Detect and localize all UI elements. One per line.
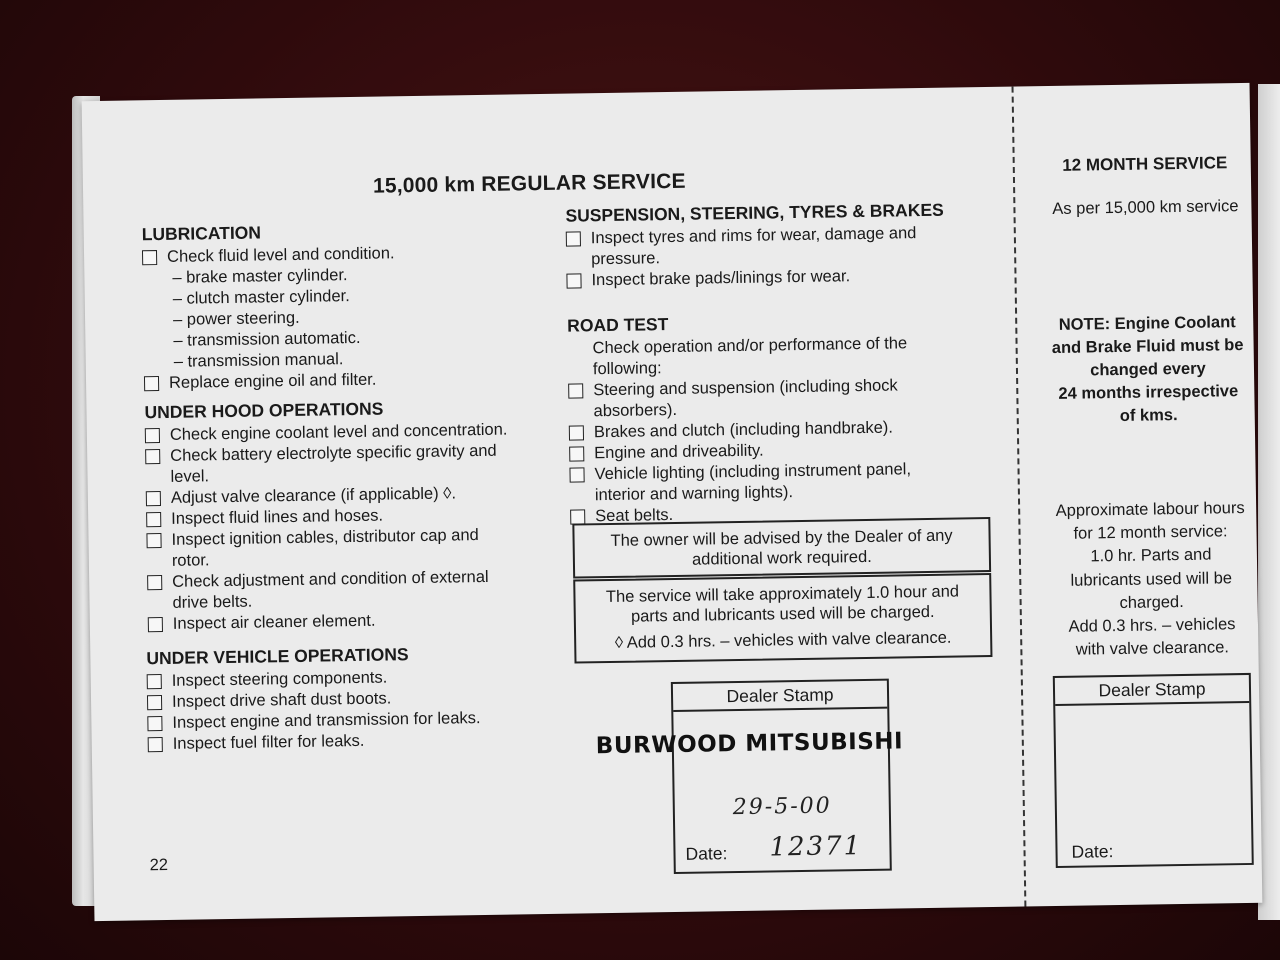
checklist-item-text: Replace engine oil and filter. xyxy=(168,370,377,392)
checklist-item-text: Vehicle lighting (including instrument panel, xyxy=(594,460,912,484)
checkbox[interactable] xyxy=(570,509,585,524)
note-line: of kms. xyxy=(1119,406,1178,425)
checkbox[interactable] xyxy=(146,512,161,527)
labour-line: with valve clearance. xyxy=(1075,638,1230,659)
note-line: changed every xyxy=(1090,359,1206,380)
lubrication-heading: LUBRICATION xyxy=(141,222,262,245)
page-title: 15,000 km REGULAR SERVICE xyxy=(372,169,686,198)
dealer-stamp-label: Dealer Stamp xyxy=(673,681,887,712)
checklist-item-text: Engine and driveability. xyxy=(594,441,764,463)
twelve-month-date-label: Date: xyxy=(1071,841,1114,862)
twelve-month-dealer-stamp-box xyxy=(1053,673,1254,868)
checklist-item-text: Inspect brake pads/linings for wear. xyxy=(591,267,851,290)
twelve-month-as-per: As per 15,000 km service xyxy=(1052,197,1239,218)
checkbox[interactable] xyxy=(568,383,583,398)
under-hood-heading: UNDER HOOD OPERATIONS xyxy=(144,398,384,423)
checkbox[interactable] xyxy=(145,428,160,443)
checkbox[interactable] xyxy=(144,376,159,391)
dashed-cut-line xyxy=(1012,87,1027,907)
owner-notice-line: The owner will be advised by the Dealer of any xyxy=(610,526,953,550)
labour-line: Approximate labour hours xyxy=(1055,499,1245,520)
checklist-item-text: Inspect engine and transmission for leaks. xyxy=(172,709,481,732)
labour-line: for 12 month service: xyxy=(1073,522,1228,543)
sub-item: – transmission manual. xyxy=(173,350,344,371)
checklist-item-text: Check fluid level and condition. xyxy=(166,244,395,266)
checklist-item-continued: level. xyxy=(170,467,210,486)
checklist-item-text: Steering and suspension (including shock xyxy=(593,376,898,400)
checkbox[interactable] xyxy=(569,425,584,440)
owner-notice-box xyxy=(572,517,991,579)
checkbox[interactable] xyxy=(566,273,581,288)
checklist-item-text: Seat belts. xyxy=(595,505,674,526)
sub-item: – clutch master cylinder. xyxy=(172,287,350,308)
checklist-item-continued: absorbers). xyxy=(593,400,678,421)
checklist-item-continued: drive belts. xyxy=(172,592,253,612)
note-line: NOTE: Engine Coolant xyxy=(1058,313,1236,334)
suspension-section xyxy=(565,199,996,292)
sub-item: – power steering. xyxy=(172,308,300,329)
twelve-month-dealer-stamp-label: Dealer Stamp xyxy=(1055,675,1249,706)
road-test-intro: following: xyxy=(592,359,662,379)
page-edge-right xyxy=(1258,84,1280,920)
coolant-note xyxy=(1037,311,1259,429)
checklist-item-text: Inspect air cleaner element. xyxy=(172,611,376,633)
checklist-item-text: Brakes and clutch (including handbrake). xyxy=(593,418,894,442)
service-page xyxy=(82,83,1263,921)
checkbox[interactable] xyxy=(145,449,160,464)
checklist-item-text: Inspect fluid lines and hoses. xyxy=(171,506,384,528)
valve-clearance-line: ◊ Add 0.3 hrs. – vehicles with valve clearance. xyxy=(614,628,952,652)
under-vehicle-section xyxy=(146,642,578,756)
checklist-item-text: Inspect tyres and rims for wear, damage and xyxy=(590,224,917,248)
checklist-item-text: Inspect fuel filter for leaks. xyxy=(172,731,365,753)
road-test-section xyxy=(567,309,1000,528)
under-hood-section xyxy=(144,396,578,636)
road-test-intro: Check operation and/or performance of the xyxy=(592,334,908,358)
dealer-stamp-date-label: Date: xyxy=(685,843,728,864)
checkbox[interactable] xyxy=(142,250,157,265)
note-line: 24 months irrespective xyxy=(1058,382,1239,403)
service-time-notice-box xyxy=(573,573,992,664)
checkbox[interactable] xyxy=(148,737,163,752)
service-time-line: The service will take approximately 1.0 hour and xyxy=(605,582,960,607)
labour-line: charged. xyxy=(1119,592,1184,612)
checkbox[interactable] xyxy=(566,231,581,246)
service-booklet xyxy=(72,84,1280,920)
twelve-month-heading: 12 MONTH SERVICE xyxy=(1062,153,1228,175)
labour-hours-info xyxy=(1040,497,1263,663)
checklist-item-continued: pressure. xyxy=(591,249,661,269)
checkbox[interactable] xyxy=(146,533,161,548)
checklist-item-text: Adjust valve clearance (if applicable) ◊. xyxy=(170,484,457,507)
service-time-line: parts and lubricants used will be charged. xyxy=(630,602,935,626)
checklist-item-continued: interior and warning lights). xyxy=(594,483,794,505)
labour-line: lubricants used will be xyxy=(1070,568,1233,590)
handwritten-number: 12371 xyxy=(769,831,863,863)
labour-line: Add 0.3 hrs. – vehicles xyxy=(1068,615,1236,636)
checklist-item-text: Inspect drive shaft dust boots. xyxy=(171,689,392,711)
labour-line: 1.0 hr. Parts and xyxy=(1090,545,1212,566)
checkbox[interactable] xyxy=(147,716,162,731)
checkbox[interactable] xyxy=(147,674,162,689)
checkbox[interactable] xyxy=(147,575,162,590)
sub-item: – brake master cylinder. xyxy=(172,266,348,287)
checkbox[interactable] xyxy=(148,617,163,632)
suspension-heading: SUSPENSION, STEERING, TYRES & BRAKES xyxy=(565,199,944,226)
checkbox[interactable] xyxy=(569,446,584,461)
road-test-heading: ROAD TEST xyxy=(567,314,669,336)
checklist-item-continued: rotor. xyxy=(171,551,210,570)
note-line: and Brake Fluid must be xyxy=(1051,336,1244,358)
checklist-item-text: Check battery electrolyte specific gravity and xyxy=(170,441,497,465)
checklist-item-text: Inspect ignition cables, distributor cap and xyxy=(171,526,479,549)
handwritten-date: 29-5-00 xyxy=(732,793,832,821)
checkbox[interactable] xyxy=(569,467,584,482)
owner-notice-line: additional work required. xyxy=(691,547,872,569)
checkbox[interactable] xyxy=(146,491,161,506)
under-vehicle-heading: UNDER VEHICLE OPERATIONS xyxy=(146,644,409,669)
burwood-mitsubishi-stamp: BURWOOD MITSUBISHI xyxy=(595,728,904,760)
checklist-item-text: Check engine coolant level and concentration. xyxy=(169,420,508,444)
checklist-item-text: Inspect steering components. xyxy=(171,668,388,690)
lubrication-section xyxy=(142,218,565,395)
page-number: 22 xyxy=(149,855,169,875)
checklist-item-text: Check adjustment and condition of external xyxy=(172,567,489,591)
sub-item: – transmission automatic. xyxy=(173,328,361,350)
checkbox[interactable] xyxy=(147,695,162,710)
